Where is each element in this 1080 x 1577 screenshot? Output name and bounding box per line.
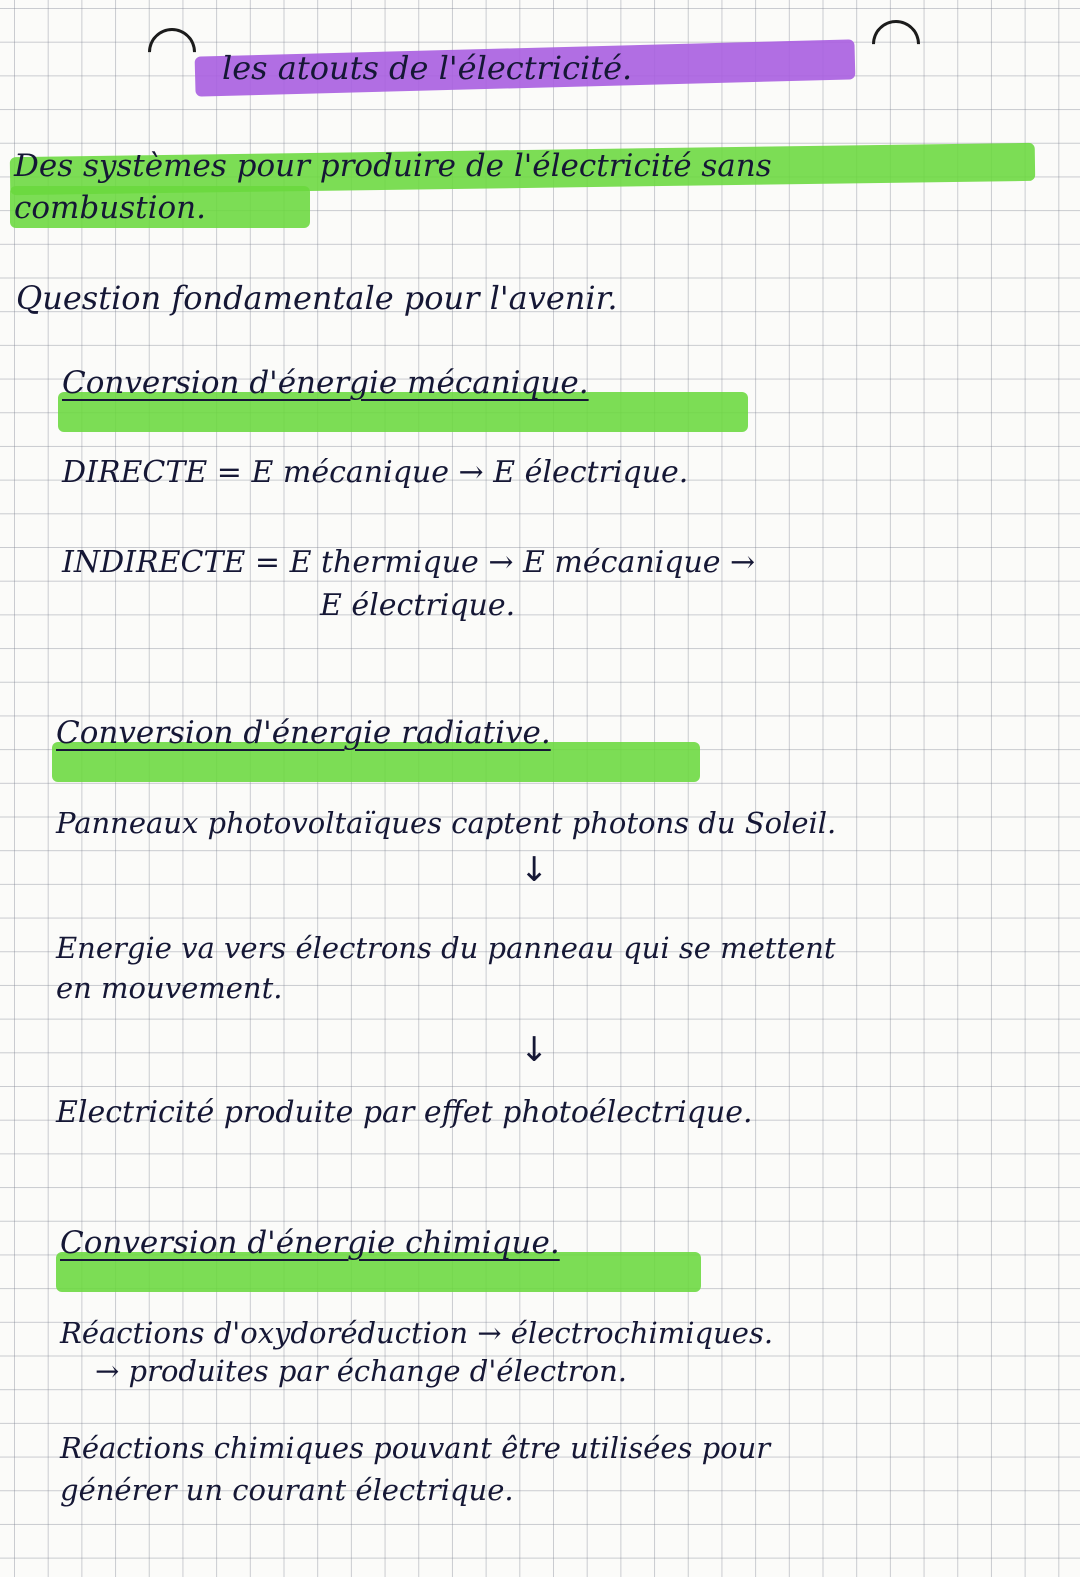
radiative-step-1: Panneaux photovoltaïques captent photons du Soleil. (56, 806, 837, 840)
intro-line-2: combustion. (14, 190, 206, 226)
binder-hole-right (862, 10, 930, 78)
chemical-redox-2: → produites par échange d'électron. (95, 1354, 628, 1388)
page-title: les atouts de l'électricité. (222, 49, 633, 87)
radiative-step-3: Electricité produite par effet photoélectrique. (56, 1095, 753, 1130)
arrow-down-icon: ↓ (520, 1030, 549, 1070)
radiative-step-2-line-1: Energie va vers électrons du panneau qui se mettent (56, 931, 836, 965)
mechanical-direct: DIRECTE = E mécanique → E électrique. (62, 455, 689, 490)
mechanical-indirect-1: INDIRECTE = E thermique → E mécanique → (62, 545, 756, 580)
arrow-down-icon: ↓ (520, 850, 549, 890)
question-heading: Question fondamentale pour l'avenir. (16, 279, 618, 317)
radiative-step-2-line-2: en mouvement. (56, 971, 283, 1005)
intro-line-1: Des systèmes pour produire de l'électricité sans (14, 148, 772, 184)
mechanical-heading: Conversion d'énergie mécanique. (62, 365, 589, 401)
mechanical-indirect-2: E électrique. (320, 588, 516, 623)
chemical-reactions-2: générer un courant électrique. (60, 1473, 514, 1507)
chemical-redox-1: Réactions d'oxydoréduction → électrochimiques. (60, 1316, 774, 1350)
radiative-heading: Conversion d'énergie radiative. (56, 715, 551, 751)
chemical-reactions-1: Réactions chimiques pouvant être utilisées pour (60, 1431, 771, 1465)
chemical-heading: Conversion d'énergie chimique. (60, 1225, 560, 1261)
